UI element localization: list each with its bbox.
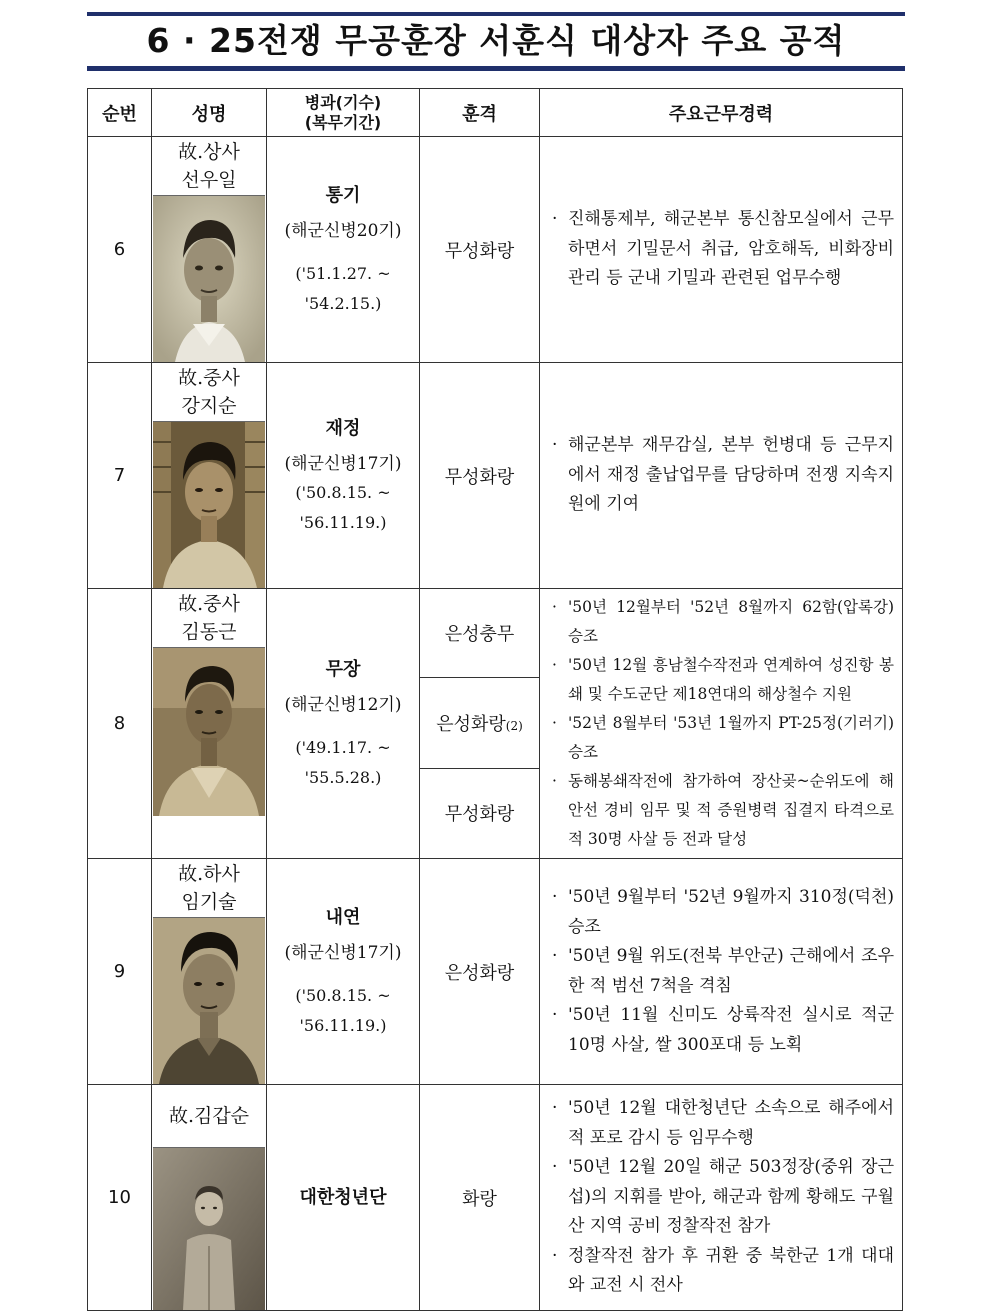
table-row: [88, 859, 903, 1085]
header-branch-line1: 병과(기수): [304, 92, 382, 112]
career-item: · '50년 12월부터 '52년 8월까지 62함(압록강) 승조: [550, 593, 894, 651]
portrait-photo: [153, 917, 265, 1084]
rank-label: 故.하사: [178, 863, 240, 885]
period-end: '56.11.19.): [299, 1015, 387, 1035]
career-item: · 동해봉쇄작전에 참가하여 장산곶~순위도에 해안선 경비 임무 및 적 증원병력 집결지 타격으로 적 30명 사살 등 전과 달성: [550, 767, 894, 854]
branch-cell: [267, 859, 420, 1085]
branch-name: 내연: [325, 906, 361, 928]
recruit-class: (해군신병17기): [284, 942, 402, 963]
branch-name: 무장: [325, 658, 361, 680]
branch-name: 대한청년단: [299, 1186, 387, 1208]
rank-name: [152, 1085, 266, 1147]
name-cell: [152, 1085, 267, 1311]
header-row: [88, 89, 903, 137]
person-name: 선우일: [181, 169, 237, 191]
recruit-class: (해군신병17기): [284, 453, 402, 474]
award-cell: 무성화랑: [420, 137, 540, 363]
rank-label: 故.상사: [178, 141, 240, 163]
period-start: ('50.8.15. ~: [295, 985, 391, 1005]
service-period: [267, 478, 419, 538]
career-item: · 해군본부 재무감실, 본부 헌병대 등 근무지에서 재정 출납업무를 담당하며 전쟁 지속지원에 기여: [550, 431, 894, 520]
period-end: '55.5.28.): [304, 767, 382, 787]
career-cell: [540, 589, 903, 859]
person-name: 강지순: [181, 395, 237, 417]
person-name: 김동근: [181, 621, 237, 643]
period-end: '56.11.19.): [299, 512, 387, 532]
rank-name: [152, 363, 266, 421]
portrait-drawing: [153, 422, 265, 588]
title-bottom-rule: [87, 66, 905, 71]
career-cell: [540, 363, 903, 589]
person-name: 임기술: [181, 891, 237, 913]
branch-cell: [267, 589, 420, 859]
portrait-drawing: [153, 648, 265, 816]
branch-cell: [267, 1085, 420, 1311]
period-start: ('49.1.17. ~: [295, 737, 391, 757]
service-period: [267, 981, 419, 1041]
title-banner: [87, 8, 905, 72]
rank-label: 故.중사: [178, 593, 240, 615]
career-item: · '50년 11월 신미도 상륙작전 실시로 적군 10명 사살, 쌀 300포대 등 노획: [550, 1001, 894, 1060]
table-row: [88, 1085, 903, 1311]
header-branch-line2: (복무기간): [304, 112, 382, 132]
award-cell: 은성화랑: [420, 859, 540, 1085]
portrait-drawing: [153, 196, 265, 362]
award-name: 은성화랑: [436, 713, 506, 735]
header-branch: [267, 89, 420, 137]
table-row: [88, 137, 903, 363]
row-number: 9: [88, 859, 152, 1085]
header-career: 주요근무경력: [540, 89, 903, 137]
row-number: 6: [88, 137, 152, 363]
portrait-drawing: [153, 918, 265, 1084]
career-item: · '50년 12월 흥남철수작전과 연계하여 성진항 봉쇄 및 수도군단 제18연대의 해상철수 지원: [550, 651, 894, 709]
career-item: · '50년 12월 대한청년단 소속으로 해주에서 적 포로 감시 등 임무수행: [550, 1094, 894, 1153]
rank-name: [152, 589, 266, 647]
career-item: · '52년 8월부터 '53년 1월까지 PT-25정(기러기) 승조: [550, 709, 894, 767]
award-cell: [420, 678, 540, 768]
award-cell: 은성충무: [420, 589, 540, 678]
header-award: 훈격: [420, 89, 540, 137]
portrait-photo: [153, 647, 265, 816]
career-item: · '50년 9월부터 '52년 9월까지 310정(덕천) 승조: [550, 883, 894, 942]
period-start: ('50.8.15. ~: [295, 482, 391, 502]
service-period: [267, 259, 419, 319]
period-end: '54.2.15.): [304, 293, 382, 313]
rank-name: [152, 137, 266, 195]
portrait-photo: [153, 421, 265, 588]
award-cell: 무성화랑: [420, 768, 540, 858]
award-cell: 화랑: [420, 1085, 540, 1311]
rank-name: [152, 859, 266, 917]
branch-name: 재정: [325, 417, 361, 439]
table-row: [88, 589, 903, 678]
name-cell: [152, 859, 267, 1085]
period-start: ('51.1.27. ~: [295, 263, 391, 283]
recruit-class: (해군신병12기): [284, 694, 402, 715]
career-cell: [540, 1085, 903, 1311]
header-no: 순번: [88, 89, 152, 137]
person-name: 故.김갑순: [168, 1105, 250, 1127]
row-number: 10: [88, 1085, 152, 1311]
row-number: 8: [88, 589, 152, 859]
merit-table: [87, 88, 903, 1311]
name-cell: [152, 589, 267, 859]
career-item: · 진해통제부, 해군본부 통신참모실에서 근무하면서 기밀문서 취급, 암호해독, 비화장비 관리 등 군내 기밀과 관련된 업무수행: [550, 205, 894, 294]
career-item: · '50년 9월 위도(전북 부안군) 근해에서 조우한 적 범선 7척을 격침: [550, 942, 894, 1001]
award-count: (2): [505, 718, 523, 733]
header-name: 성명: [152, 89, 267, 137]
rank-label: 故.중사: [178, 367, 240, 389]
career-item: · 정찰작전 참가 후 귀환 중 북한군 1개 대대와 교전 시 전사: [550, 1242, 894, 1301]
award-cell: 무성화랑: [420, 363, 540, 589]
page-title: 6 · 25전쟁 무공훈장 서훈식 대상자 주요 공적: [146, 21, 846, 60]
career-item: · '50년 12월 20일 해군 503정장(중위 장근섭)의 지휘를 받아, 해군과 함께 황해도 구월산 지역 공비 정찰작전 참가: [550, 1153, 894, 1242]
portrait-photo: [153, 195, 265, 362]
name-cell: [152, 137, 267, 363]
career-cell: [540, 859, 903, 1085]
career-cell: [540, 137, 903, 363]
title-top-rule: [87, 12, 905, 16]
service-period: [267, 733, 419, 793]
recruit-class: (해군신병20기): [284, 220, 402, 241]
table-row: [88, 363, 903, 589]
row-number: 7: [88, 363, 152, 589]
branch-cell: [267, 363, 420, 589]
branch-name: 통기: [325, 184, 361, 206]
name-cell: [152, 363, 267, 589]
branch-cell: [267, 137, 420, 363]
